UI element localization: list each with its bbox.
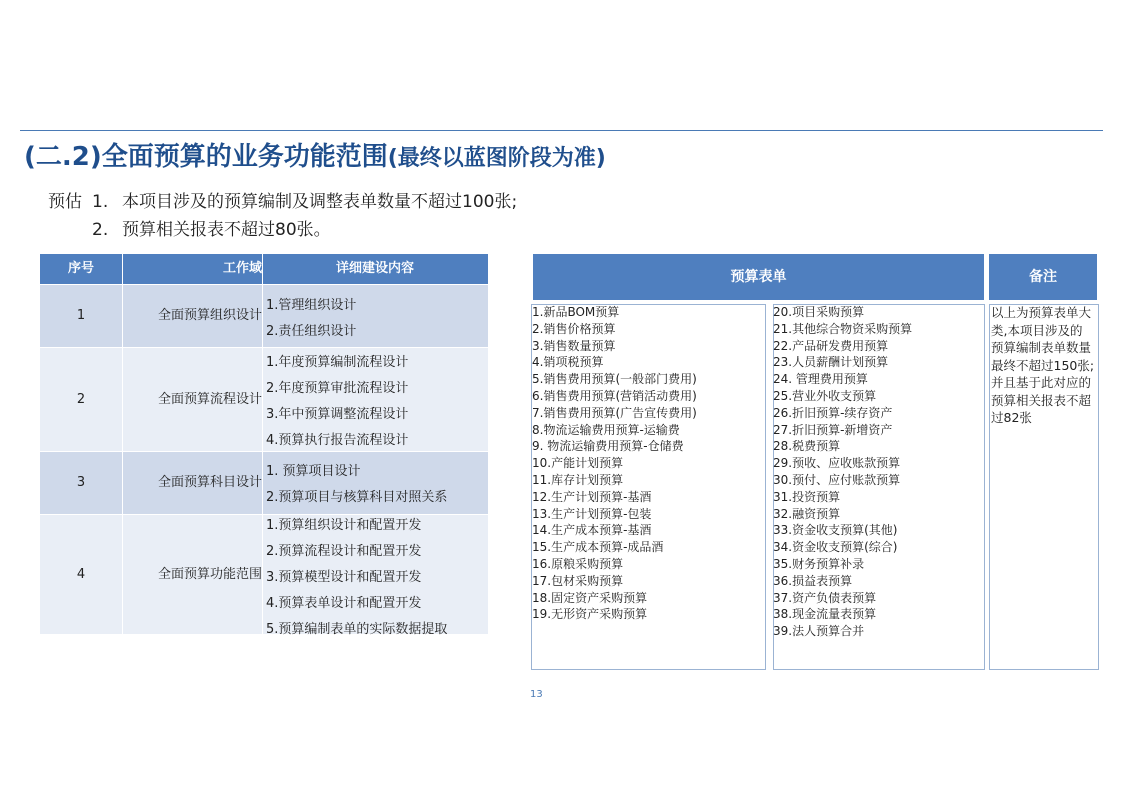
header-cell-details: 详细建设内容 — [335, 261, 414, 276]
row-number: 1 — [76, 308, 86, 323]
list-item: 27.折旧预算-新增资产 — [773, 422, 893, 437]
row-item: 1.年度预算编制流程设计 — [266, 355, 409, 370]
row-domain: 全面预算流程设计 — [158, 392, 263, 407]
row-item: 2.预算流程设计和配置开发 — [266, 544, 422, 559]
remark-line: 以上为预算表单大 — [991, 305, 1092, 320]
row-item: 1.预算组织设计和配置开发 — [266, 518, 422, 533]
list-item: 25.营业外收支预算 — [773, 388, 877, 403]
list-item: 22.产品研发费用预算 — [773, 338, 889, 353]
list-item: 23.人员薪酬计划预算 — [773, 355, 889, 370]
row-item: 3.年中预算调整流程设计 — [266, 407, 409, 422]
row-item: 2.年度预算审批流程设计 — [266, 381, 409, 396]
list-item: 14.生产成本预算-基酒 — [532, 523, 652, 538]
list-item: 33.资金收支预算(其他) — [773, 523, 898, 538]
intro-item-number: 2. — [92, 220, 109, 240]
row-domain: 全面预算组织设计 — [158, 308, 263, 323]
list-item: 9. 物流运输费用预算-仓储费 — [532, 439, 684, 454]
page-number: 13 — [530, 689, 543, 700]
row-item: 3.预算模型设计和配置开发 — [266, 570, 422, 585]
intro-item — [48, 216, 517, 244]
row-domain: 全面预算功能范围 — [158, 567, 263, 582]
remarks-text — [991, 304, 1097, 427]
budget-forms-header — [533, 254, 984, 300]
page-title — [24, 136, 606, 173]
list-item: 37.资产负债表预算 — [773, 590, 877, 605]
list-item: 17.包材采购预算 — [532, 573, 624, 588]
remark-line: 预算编制表单数量 — [991, 340, 1092, 355]
list-item: 1.新品BOM预算 — [532, 305, 620, 319]
list-item: 19.无形资产采购预算 — [532, 607, 648, 622]
remark-line: 类,本项目涉及的 — [991, 322, 1083, 338]
intro-item-text: 本项目涉及的预算编制及调整表单数量不超过100张; — [122, 192, 518, 212]
row-item: 1.管理组织设计 — [266, 298, 357, 313]
budget-forms-header-label: 预算表单 — [730, 269, 787, 285]
list-item: 21.其他综合物资采购预算 — [773, 321, 913, 336]
budget-forms-list-1 — [532, 304, 697, 623]
list-item: 28.税费预算 — [773, 439, 841, 454]
intro-item-text: 预算相关报表不超过80张。 — [122, 220, 331, 240]
row-item: 2.责任组织设计 — [266, 324, 357, 339]
header-cell-domain: 工作域 — [222, 261, 262, 276]
list-item: 16.原粮采购预算 — [532, 556, 624, 571]
row-number: 3 — [76, 475, 86, 490]
list-item: 34.资金收支预算(综合) — [773, 540, 898, 555]
row-item: 2.预算项目与核算科目对照关系 — [266, 490, 448, 505]
list-item: 18.固定资产采购预算 — [532, 590, 648, 605]
intro-item-number: 1. — [92, 192, 109, 212]
list-item: 6.销售费用预算(营销活动费用) — [532, 388, 697, 403]
row-number: 4 — [76, 567, 86, 582]
page-title-sub: (最终以蓝图阶段为准) — [387, 146, 606, 171]
remarks-header-label: 备注 — [1029, 269, 1057, 285]
list-item: 36.损益表预算 — [773, 573, 853, 588]
list-item: 24. 管理费用预算 — [773, 372, 868, 387]
intro-lead: 预估 — [48, 192, 82, 212]
list-item: 4.销项税预算 — [532, 355, 604, 370]
list-item: 12.生产计划预算-基酒 — [532, 489, 652, 504]
remark-line: 并且基于此对应的 — [991, 375, 1092, 390]
header-rule — [20, 130, 1103, 131]
list-item: 29.预收、应收账款预算 — [773, 456, 901, 471]
row-item: 4.预算表单设计和配置开发 — [266, 596, 422, 611]
row-item: 5.预算编制表单的实际数据提取 — [266, 622, 448, 637]
list-item: 20.项目采购预算 — [773, 305, 865, 319]
row-item: 1. 预算项目设计 — [266, 464, 361, 479]
list-item: 2.销售价格预算 — [532, 321, 616, 336]
list-item: 15.生产成本预算-成品酒 — [532, 540, 664, 555]
list-item: 30.预付、应付账款预算 — [773, 472, 901, 487]
list-item: 35.财务预算补录 — [773, 556, 865, 571]
list-item: 39.法人预算合并 — [773, 624, 865, 639]
list-item: 13.生产计划预算-包装 — [532, 506, 652, 521]
list-item: 5.销售费用预算(一般部门费用) — [532, 372, 697, 387]
remarks-header — [989, 254, 1097, 300]
list-item: 10.产能计划预算 — [532, 456, 624, 471]
scope-table — [40, 254, 488, 637]
list-item: 7.销售费用预算(广告宣传费用) — [532, 405, 697, 420]
row-item: 4.预算执行报告流程设计 — [266, 433, 409, 448]
intro-item — [48, 188, 517, 216]
row-domain: 全面预算科目设计 — [158, 475, 263, 490]
budget-forms-list-2 — [773, 304, 912, 640]
list-item: 26.折旧预算-续存资产 — [773, 405, 893, 420]
list-item: 32.融资预算 — [773, 506, 841, 521]
remark-line: 过82张 — [991, 410, 1032, 425]
row-number: 2 — [76, 392, 86, 407]
page-title-main: (二.2)全面预算的业务功能范围 — [24, 142, 388, 172]
header-cell-no: 序号 — [67, 261, 94, 276]
list-item: 11.库存计划预算 — [532, 472, 624, 487]
list-item: 38.现金流量表预算 — [773, 607, 877, 622]
remark-line: 最终不超过150张; — [991, 357, 1095, 373]
intro-block — [48, 188, 517, 244]
list-item: 31.投资预算 — [773, 489, 841, 504]
list-item: 8.物流运输费用预算-运输费 — [532, 422, 680, 437]
list-item: 3.销售数量预算 — [532, 338, 616, 353]
remark-line: 预算相关报表不超 — [991, 392, 1092, 408]
